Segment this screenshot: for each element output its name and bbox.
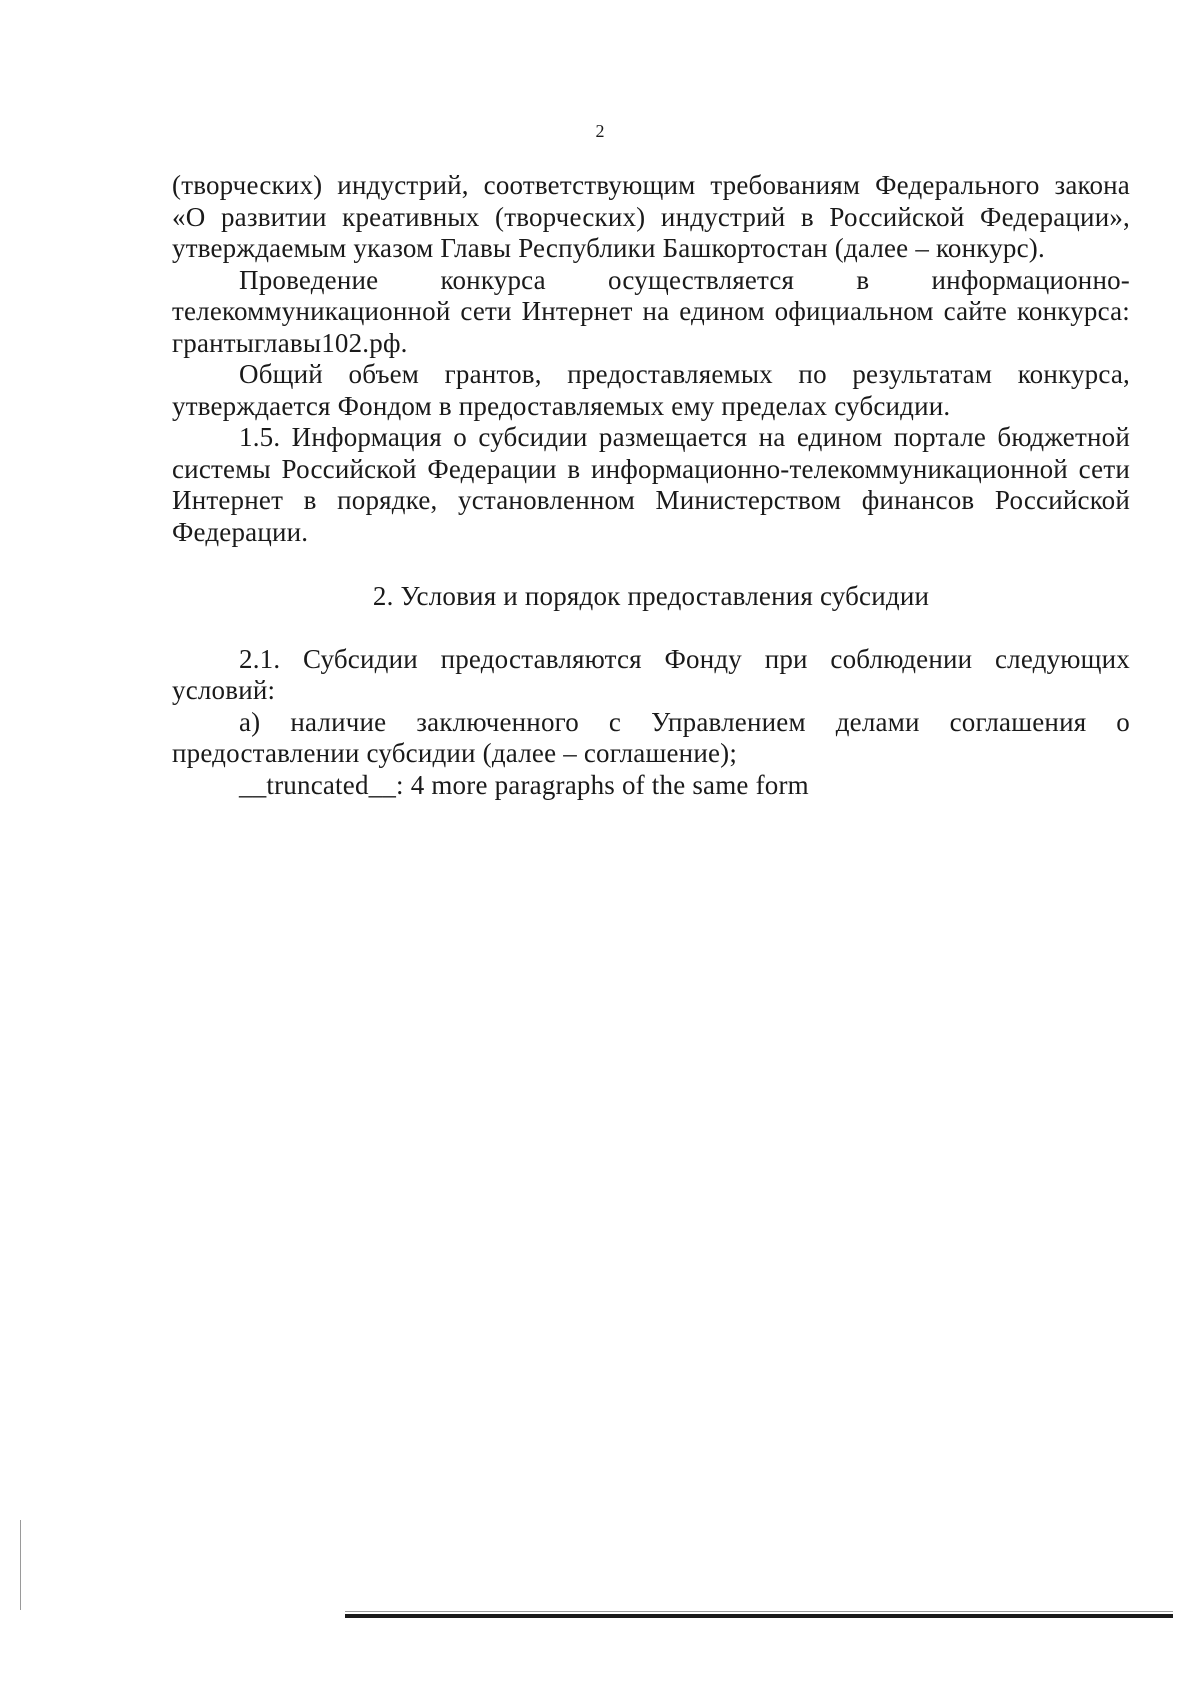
scan-edge-mark: [20, 1520, 21, 1610]
paragraph-continuation: (творческих) индустрий, соответствующим требованиям Федерального закона «О развитии креативных (творческих) индустрий в Российской Федерации», утверждаемым указом Главы Республики Башкортостан (далее – конкурс).: [172, 170, 1130, 263]
paragraph: 1.5. Информация о субсидии размещается на едином портале бюджетной системы Российской Федерации в информационно-телекоммуникационной сети Интернет в порядке, установленном Министерством финансов Российской Федерации.: [172, 422, 1130, 547]
paragraph: Общий объем грантов, предоставляемых по результатам конкурса, утверждается Фондом в предоставляемых ему пределах субсидии.: [172, 359, 1130, 421]
document-body: [172, 170, 1130, 801]
footer-rule: [345, 1614, 1173, 1618]
paragraph: 2.1. Субсидии предоставляются Фонду при соблюдении следующих условий:: [172, 643, 1130, 705]
paragraph: Проведение конкурса осуществляется в информационно-телекоммуникационной сети Интернет на едином официальном сайте конкурса: грантыглавы102.рф.: [172, 264, 1130, 358]
section-heading: 2. Условия и порядок предоставления субсидии: [372, 581, 930, 611]
page-number: 2: [595, 121, 605, 141]
paragraph: а) наличие заключенного с Управлением делами соглашения о предоставлении субсидии (далее – соглашение);: [172, 706, 1130, 768]
footer-rule-thin: [345, 1611, 1173, 1612]
paragraph: __truncated__: 4 more paragraphs of the same form: [239, 769, 809, 800]
